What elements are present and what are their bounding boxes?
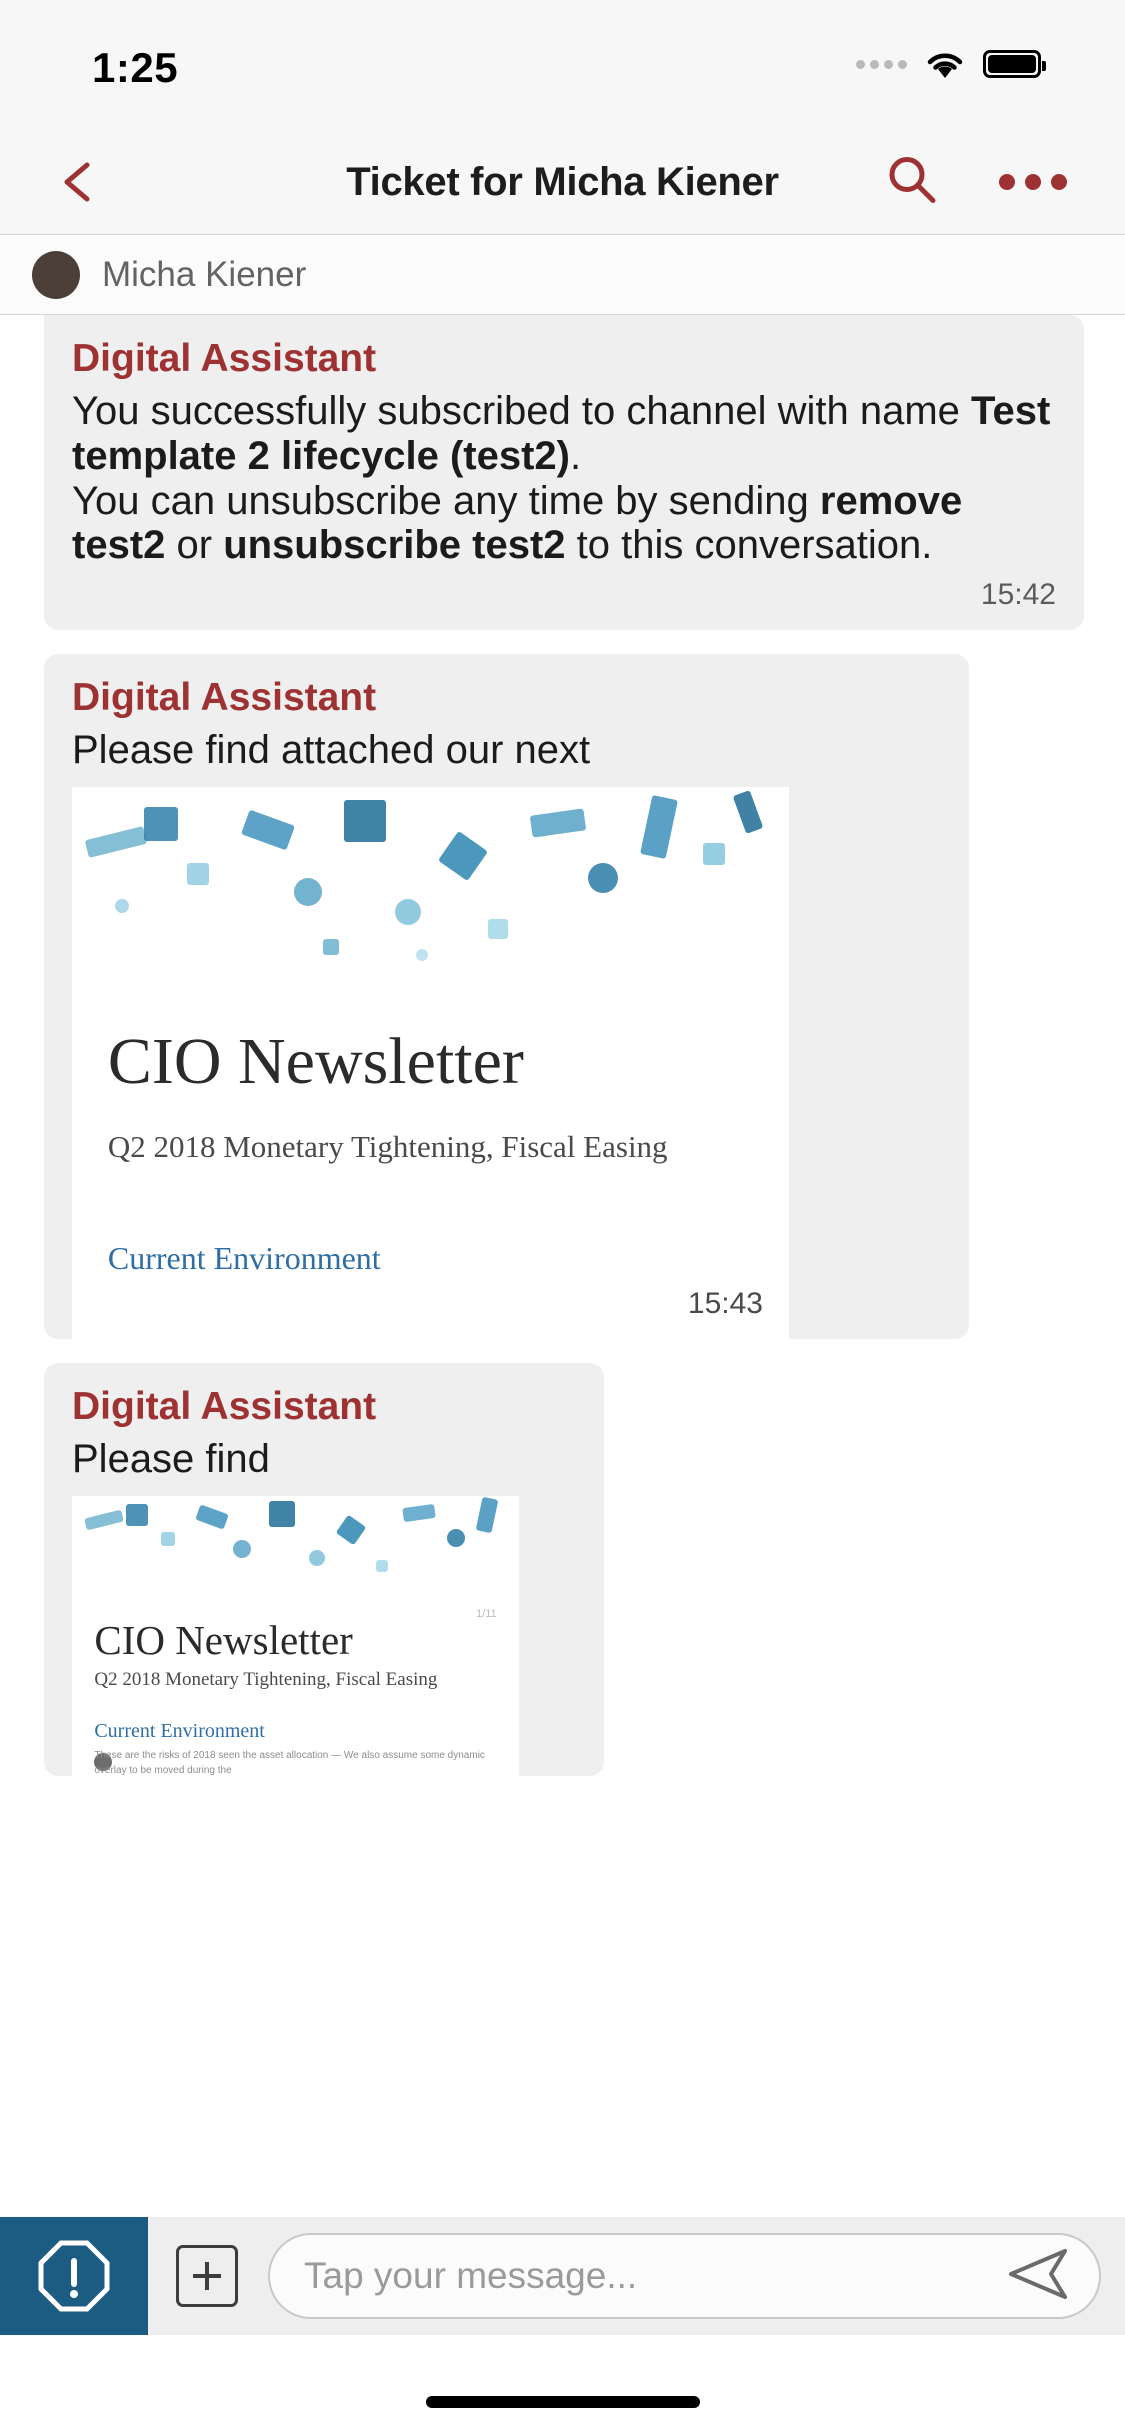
newsletter-section-heading: Current Environment — [94, 1719, 265, 1742]
newsletter-cover-art — [72, 787, 789, 1041]
page-title: Ticket for Micha Kiener — [346, 159, 779, 204]
message-sender: Digital Assistant — [72, 337, 377, 380]
chat-message[interactable] — [44, 1363, 604, 1776]
chat-message-list[interactable] — [0, 315, 1125, 2149]
chat-message[interactable] — [44, 315, 1084, 630]
newsletter-page-number: 1/11 — [476, 1607, 497, 1620]
participant-name: Micha Kiener — [102, 254, 307, 294]
avatar — [32, 251, 80, 299]
status-time: 1:25 — [92, 44, 179, 91]
message-sender: Digital Assistant — [72, 1384, 377, 1428]
newsletter-title: CIO Newsletter — [107, 1025, 524, 1099]
status-indicators — [856, 48, 1041, 80]
wifi-icon — [923, 48, 967, 80]
newsletter-cover-art — [72, 1496, 519, 1625]
newsletter-subtitle: Q2 2018 Monetary Tightening, Fiscal Easing — [94, 1669, 438, 1691]
participant-bar[interactable] — [0, 235, 1125, 315]
send-icon[interactable] — [1007, 2247, 1071, 2306]
message-text: You successfully subscribed to channel with name Test template 2 lifecycle (test2). You can unsubscribe any time by sending remove test2 or unsubscribe test2 to this conversation. — [72, 389, 1051, 568]
chat-message[interactable] — [44, 654, 969, 1339]
message-input-container[interactable] — [268, 2233, 1101, 2319]
newsletter-attachment-preview[interactable] — [72, 1496, 519, 1776]
message-text: Please find — [72, 1436, 270, 1481]
more-options-icon[interactable] — [999, 174, 1067, 190]
alert-octagon-icon[interactable] — [0, 2217, 148, 2335]
newsletter-section-heading: Current Environment — [107, 1239, 381, 1276]
message-timestamp: 15:43 — [687, 1286, 763, 1320]
add-attachment-button[interactable] — [176, 2245, 238, 2307]
message-timestamp: 15:42 — [980, 578, 1056, 612]
navigation-bar — [0, 130, 1125, 235]
status-bar — [0, 0, 1125, 130]
search-icon[interactable] — [885, 153, 939, 212]
newsletter-attachment-preview[interactable] — [72, 787, 789, 1339]
battery-full-icon — [983, 50, 1041, 78]
signal-dots-icon — [856, 60, 907, 69]
message-text: Please find attached our next — [72, 728, 591, 773]
home-indicator-area — [0, 2335, 1125, 2436]
message-input[interactable] — [304, 2255, 991, 2297]
home-indicator[interactable] — [426, 2396, 700, 2408]
newsletter-subtitle: Q2 2018 Monetary Tightening, Fiscal Easing — [107, 1129, 668, 1165]
back-button[interactable] — [56, 159, 102, 205]
message-composer — [0, 2217, 1125, 2335]
newsletter-body-text: These are the risks of 2018 seen the asset allocation — We also assume some dynamic overlay to be moved during the — [94, 1749, 485, 1776]
newsletter-title: CIO Newsletter — [94, 1617, 353, 1664]
message-sender: Digital Assistant — [72, 676, 377, 720]
